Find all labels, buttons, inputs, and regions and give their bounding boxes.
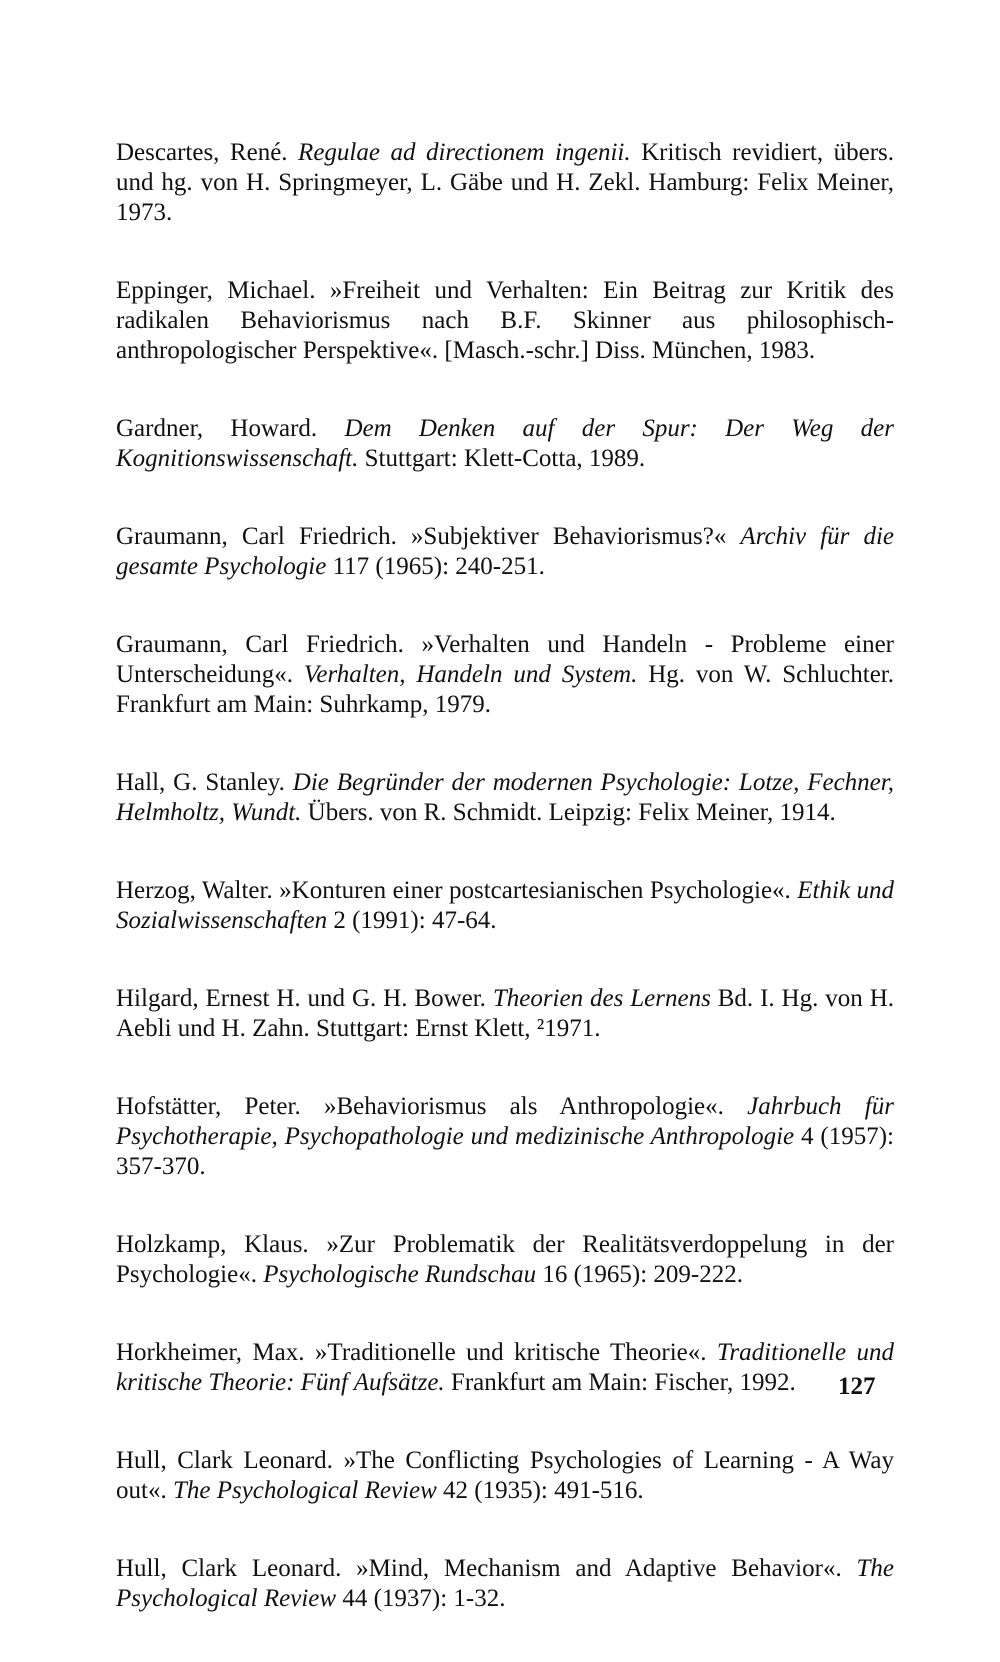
entry-text: Graumann, Carl Friedrich. »Verhalten und Handeln - Probleme einer Unterscheidung«. <box>116 631 894 688</box>
bibliography-entry <box>116 1446 894 1506</box>
bibliography-entry <box>116 768 894 828</box>
entry-title: Regulae ad directionem ingenii. <box>298 139 631 166</box>
entry-text: 2 (1991): 47-64. <box>327 907 497 934</box>
entry-title: Die Begründer der modernen Psychologie: Lotze, Fechner, Helmholtz, Wundt. <box>116 769 894 826</box>
bibliography-entry <box>116 1554 894 1614</box>
entry-text: Frankfurt am Main: Fischer, 1992. <box>444 1369 796 1396</box>
entry-title: Traditionelle und kritische Theorie: Fünf Aufsätze. <box>116 1339 894 1396</box>
entry-text: Stuttgart: Klett-Cotta, 1989. <box>358 445 646 472</box>
entry-text: Hull, Clark Leonard. »Mind, Mechanism and Adaptive Behavior«. <box>116 1555 857 1582</box>
entry-text: Hofstätter, Peter. »Behaviorismus als Anthropologie«. <box>116 1093 748 1120</box>
entry-title: The Psychological Review <box>172 1477 437 1504</box>
entry-text: Herzog, Walter. »Konturen einer postcartesianischen Psychologie«. <box>116 877 798 904</box>
entry-text: Horkheimer, Max. »Traditionelle und kritische Theorie«. <box>116 1339 717 1366</box>
bibliography-entry <box>116 1092 894 1182</box>
entry-text: Übers. von R. Schmidt. Leipzig: Felix Meiner, 1914. <box>301 799 836 826</box>
entry-title: Jahrbuch für Psychotherapie, Psychopathologie und medizinische Anthropologie <box>116 1093 894 1150</box>
bibliography-entry <box>116 1230 894 1290</box>
entry-text: Hull, Clark Leonard. »The Conflicting Psychologies of Learning - A Way out«. <box>116 1447 894 1504</box>
bibliography-list <box>116 138 894 1662</box>
bibliography-entry <box>116 630 894 720</box>
entry-text: Hilgard, Ernest H. und G. H. Bower. <box>116 985 493 1012</box>
bibliography-entry <box>116 984 894 1044</box>
entry-text: 42 (1935): 491-516. <box>436 1477 644 1504</box>
entry-title: Ethik und Sozialwissenschaften <box>116 877 895 934</box>
entry-text: 117 (1965): 240-251. <box>326 553 545 580</box>
entry-text: Graumann, Carl Friedrich. »Subjektiver Behaviorismus?« <box>116 523 741 550</box>
bibliography-entry <box>116 414 894 474</box>
entry-text: 4 (1957): 357-370. <box>116 1123 894 1180</box>
entry-title: The Psychological Review <box>116 1555 894 1612</box>
entry-text: Descartes, René. <box>116 139 299 166</box>
bibliography-entry <box>116 522 894 582</box>
entry-text: 44 (1937): 1-32. <box>336 1585 506 1612</box>
entry-title: Psychologische Rundschau <box>263 1261 537 1288</box>
entry-text: Bd. I. Hg. von H. Aebli und H. Zahn. Stuttgart: Ernst Klett, ²1971. <box>116 985 894 1042</box>
page-number: 127 <box>838 1373 876 1400</box>
bibliography-entry <box>116 1338 894 1398</box>
entry-text: Holzkamp, Klaus. »Zur Problematik der Realitätsverdoppelung in der Psychologie«. <box>116 1231 894 1288</box>
entry-text: Eppinger, Michael. »Freiheit und Verhalten: Ein Beitrag zur Kritik des radikalen Behaviorismus nach B.F. Skinner aus philosophisch-anthropologischer Perspektive«. [Masch.-schr.] Diss. München, 1983. <box>116 277 894 364</box>
entry-text: Hall, G. Stanley. <box>116 769 293 796</box>
entry-text: Gardner, Howard. <box>116 415 345 442</box>
entry-text: 16 (1965): 209-222. <box>536 1261 743 1288</box>
entry-text: Kritisch revidiert, übers. und hg. von H. Springmeyer, L. Gäbe und H. Zekl. Hamburg: Felix Meiner, 1973. <box>116 139 894 226</box>
bibliography-entry <box>116 276 894 366</box>
entry-title: Verhalten, Handeln und System. <box>303 661 638 688</box>
entry-text: Hg. von W. Schluchter. Frankfurt am Main: Suhrkamp, 1979. <box>116 661 894 718</box>
entry-title: Archiv für die gesamte Psychologie <box>116 523 894 580</box>
entry-title: Theorien des Lernens <box>492 985 711 1012</box>
bibliography-entry <box>116 138 894 228</box>
entry-title: Dem Denken auf der Spur: Der Weg der Kognitionswissenschaft. <box>116 415 894 472</box>
bibliography-entry <box>116 876 894 936</box>
